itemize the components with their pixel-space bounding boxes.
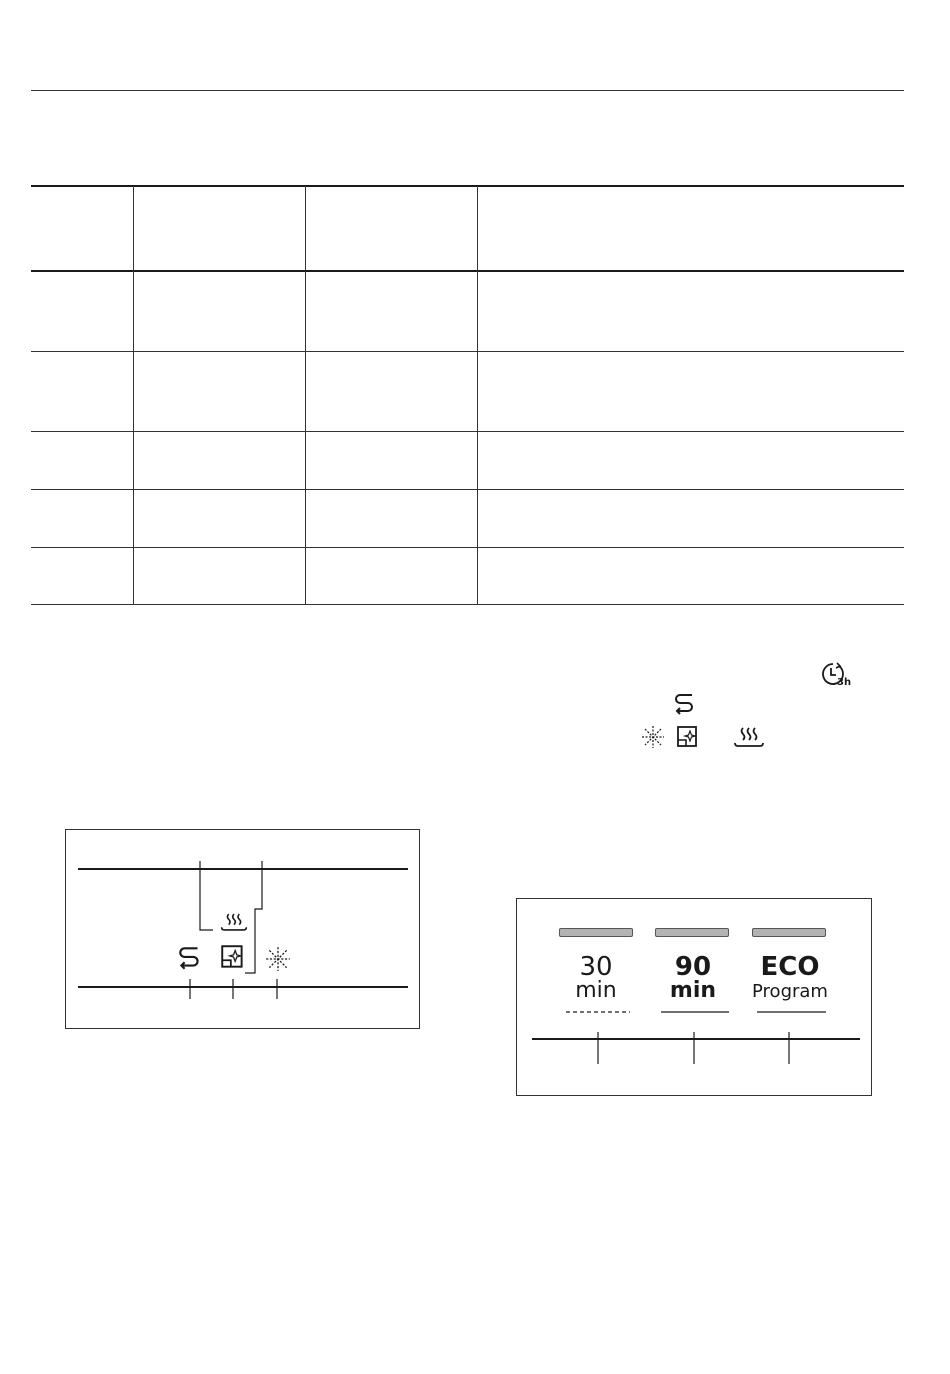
right-panel-lines — [516, 898, 872, 1096]
program-30-number: 30 — [579, 952, 613, 982]
drying-heat-icon — [732, 724, 766, 750]
table-row-divider — [31, 351, 904, 352]
program-eco-number: ECO — [760, 952, 820, 982]
extra-rinse-icon — [672, 692, 698, 716]
sparkle-icon — [264, 945, 292, 973]
sparkle-icon — [640, 724, 666, 750]
table-column-divider — [133, 186, 134, 604]
table-row-divider — [31, 431, 904, 432]
program-30-unit: min — [575, 978, 617, 1003]
drying-heat-icon — [219, 910, 249, 934]
extra-rinse-icon — [176, 945, 204, 971]
table-row-divider — [31, 489, 904, 490]
table-column-divider — [305, 186, 306, 604]
program-90-number: 90 — [674, 952, 712, 982]
page-top-rule — [31, 90, 904, 91]
dishwasher-clean-icon — [675, 724, 701, 750]
table-column-divider — [477, 186, 478, 604]
svg-text:3h: 3h — [837, 677, 852, 688]
program-eco-unit: Program — [752, 981, 828, 1002]
clock-3h-icon — [818, 660, 852, 688]
table-bottom-border — [31, 604, 904, 605]
program-90-unit: min — [669, 978, 717, 1003]
table-top-border — [31, 185, 904, 187]
dishwasher-clean-icon — [219, 943, 247, 971]
table-row-divider — [31, 547, 904, 548]
table-header-border — [31, 270, 904, 272]
